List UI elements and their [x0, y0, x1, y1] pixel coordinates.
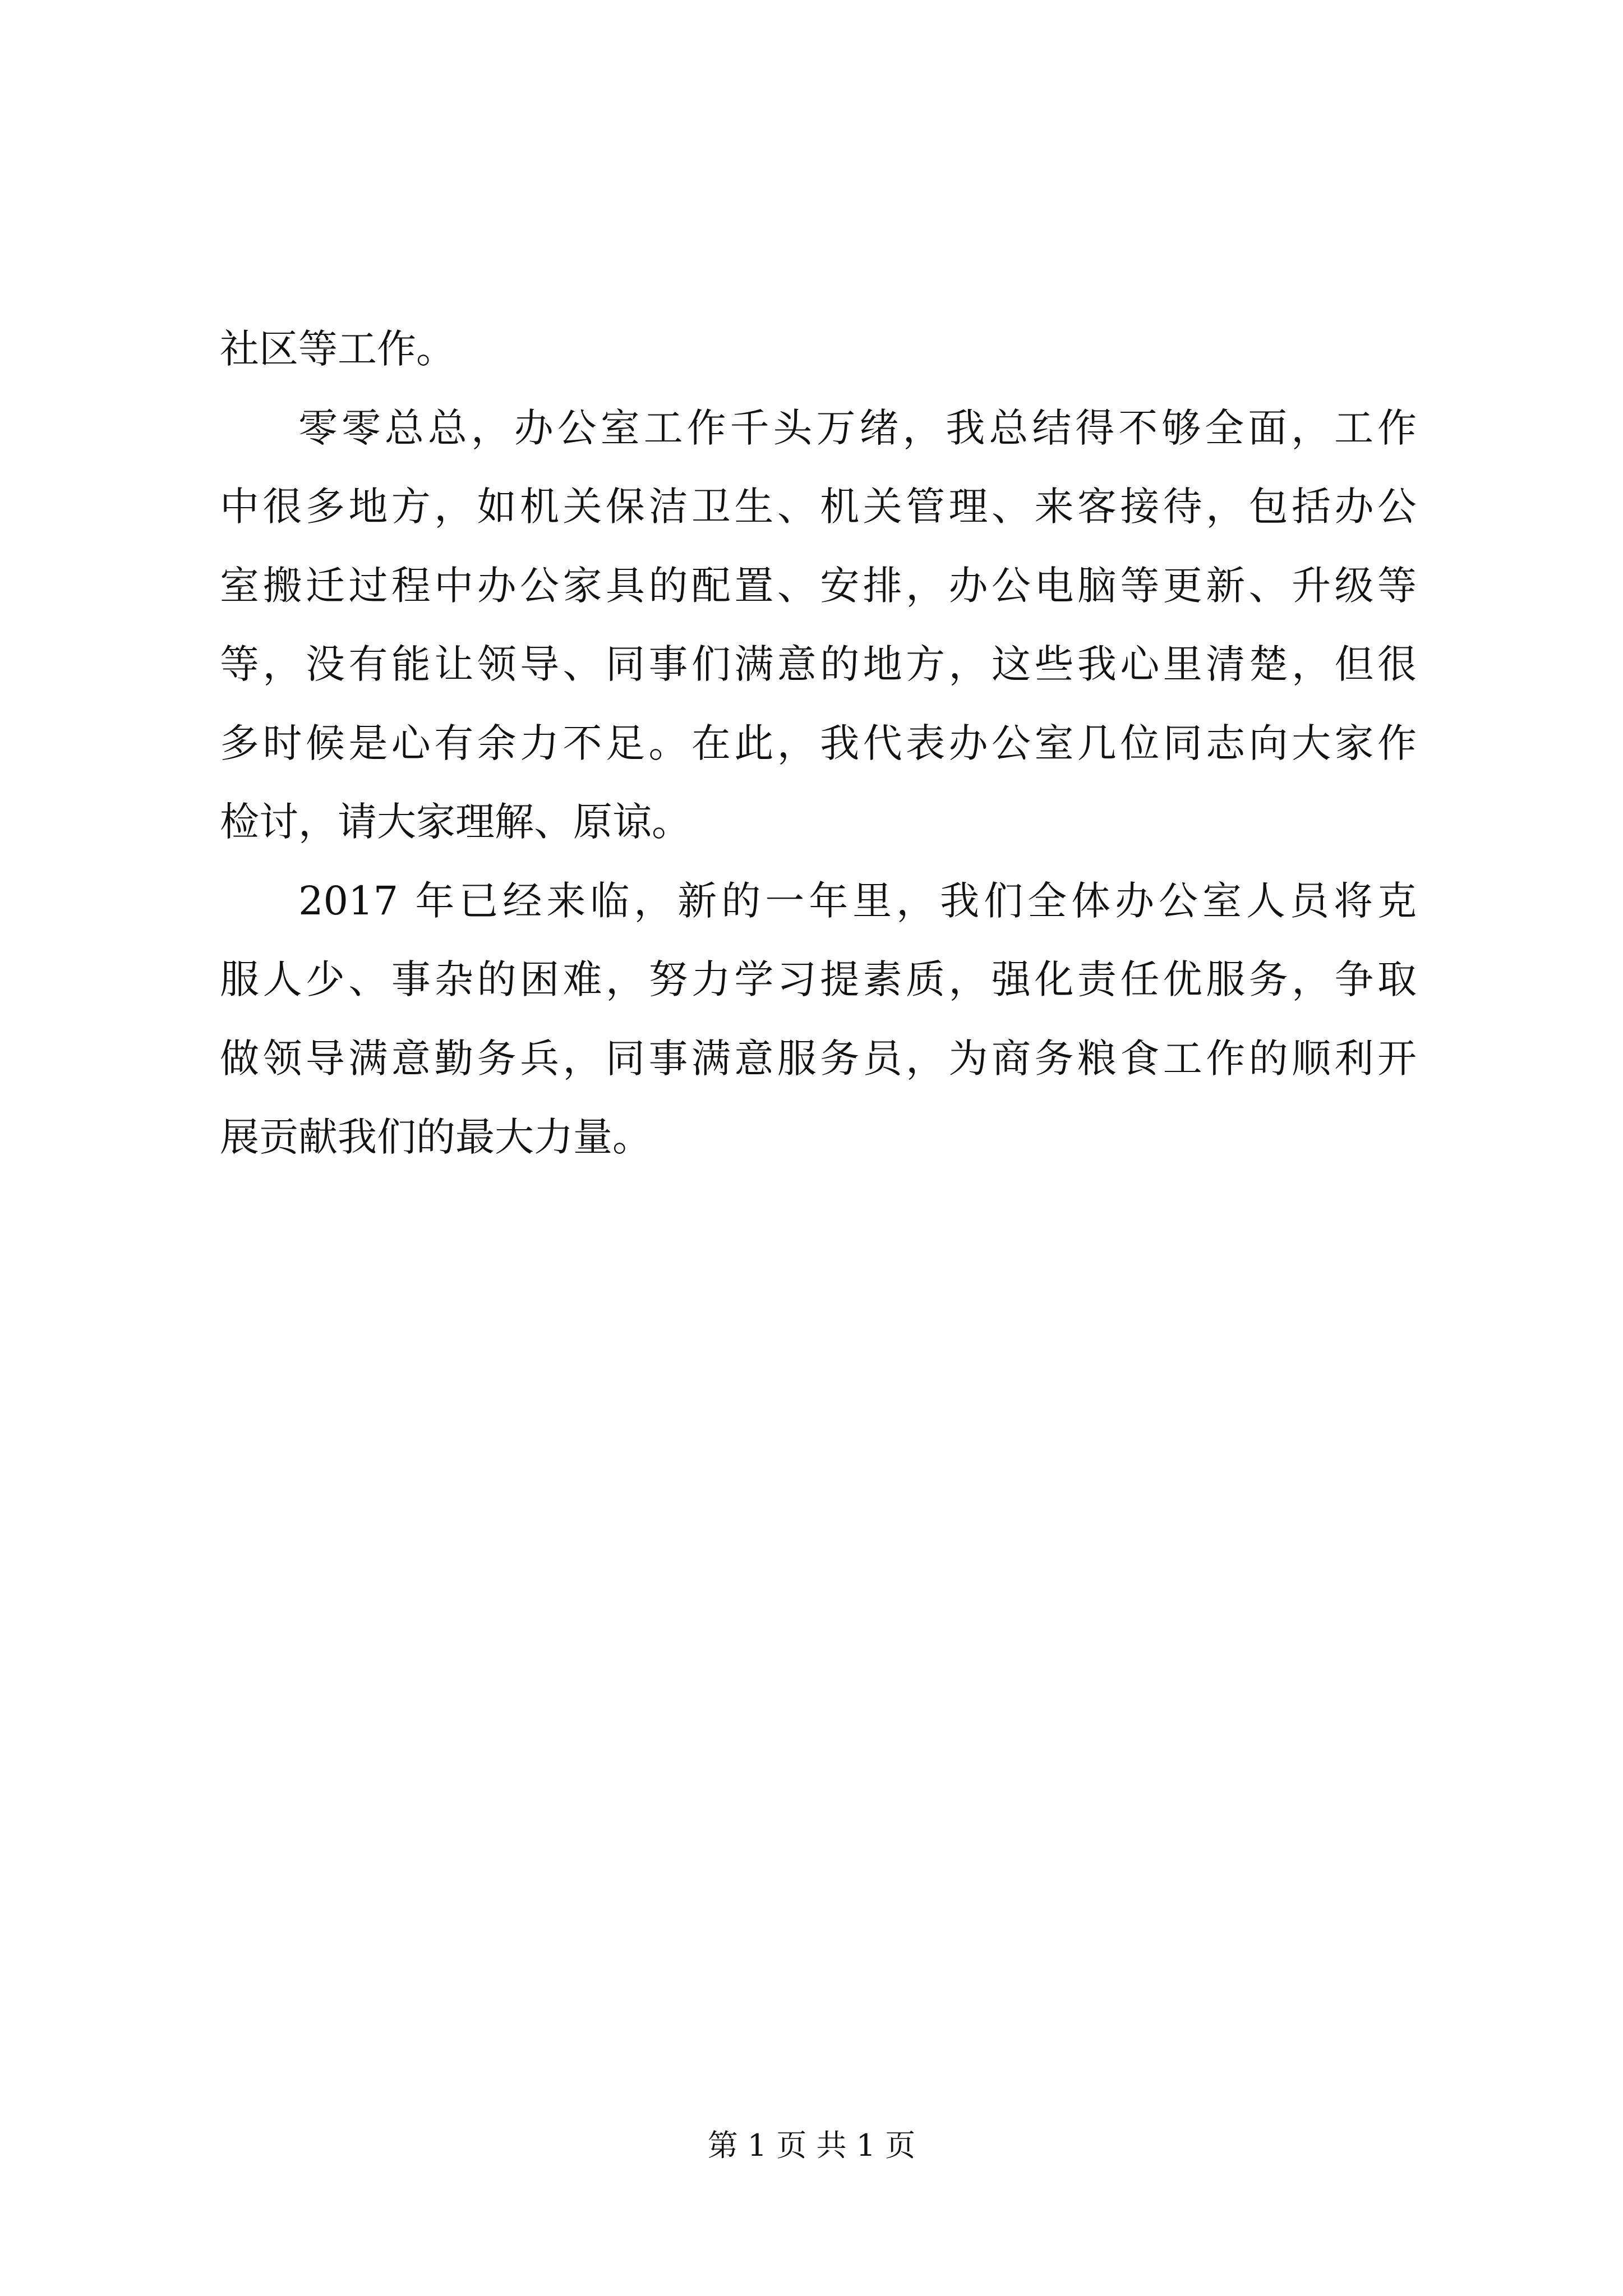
- text-line: 零零总总，办公室工作千头万绪，我总结得不够全面，工作: [298, 404, 1417, 451]
- text-line: 2017 年已经来临，新的一年里，我们全体办公室人员将克: [298, 877, 1417, 924]
- page-footer: 第 1 页 共 1 页: [707, 2128, 916, 2163]
- body-text: [220, 310, 1417, 1177]
- text-line: 中很多地方，如机关保洁卫生、机关管理、来客接待，包括办公: [220, 484, 1417, 530]
- text-line: 做领导满意勤务兵，同事满意服务员，为商务粮食工作的顺利开: [220, 1035, 1417, 1082]
- text-line: 检讨，请大家理解、原谅。: [220, 799, 691, 845]
- text-line: 多时候是心有余力不足。在此，我代表办公室几位同志向大家作: [220, 720, 1417, 766]
- text-line: 室搬迁过程中办公家具的配置、安排，办公电脑等更新、升级等: [220, 562, 1417, 609]
- text-line: 社区等工作。: [220, 326, 455, 372]
- text-line: 展贡献我们的最大力量。: [220, 1114, 652, 1160]
- text-line: 等，没有能让领导、同事们满意的地方，这些我心里清楚，但很: [220, 641, 1417, 687]
- text-line: 服人少、事杂的困难，努力学习提素质，强化责任优服务，争取: [220, 956, 1417, 1002]
